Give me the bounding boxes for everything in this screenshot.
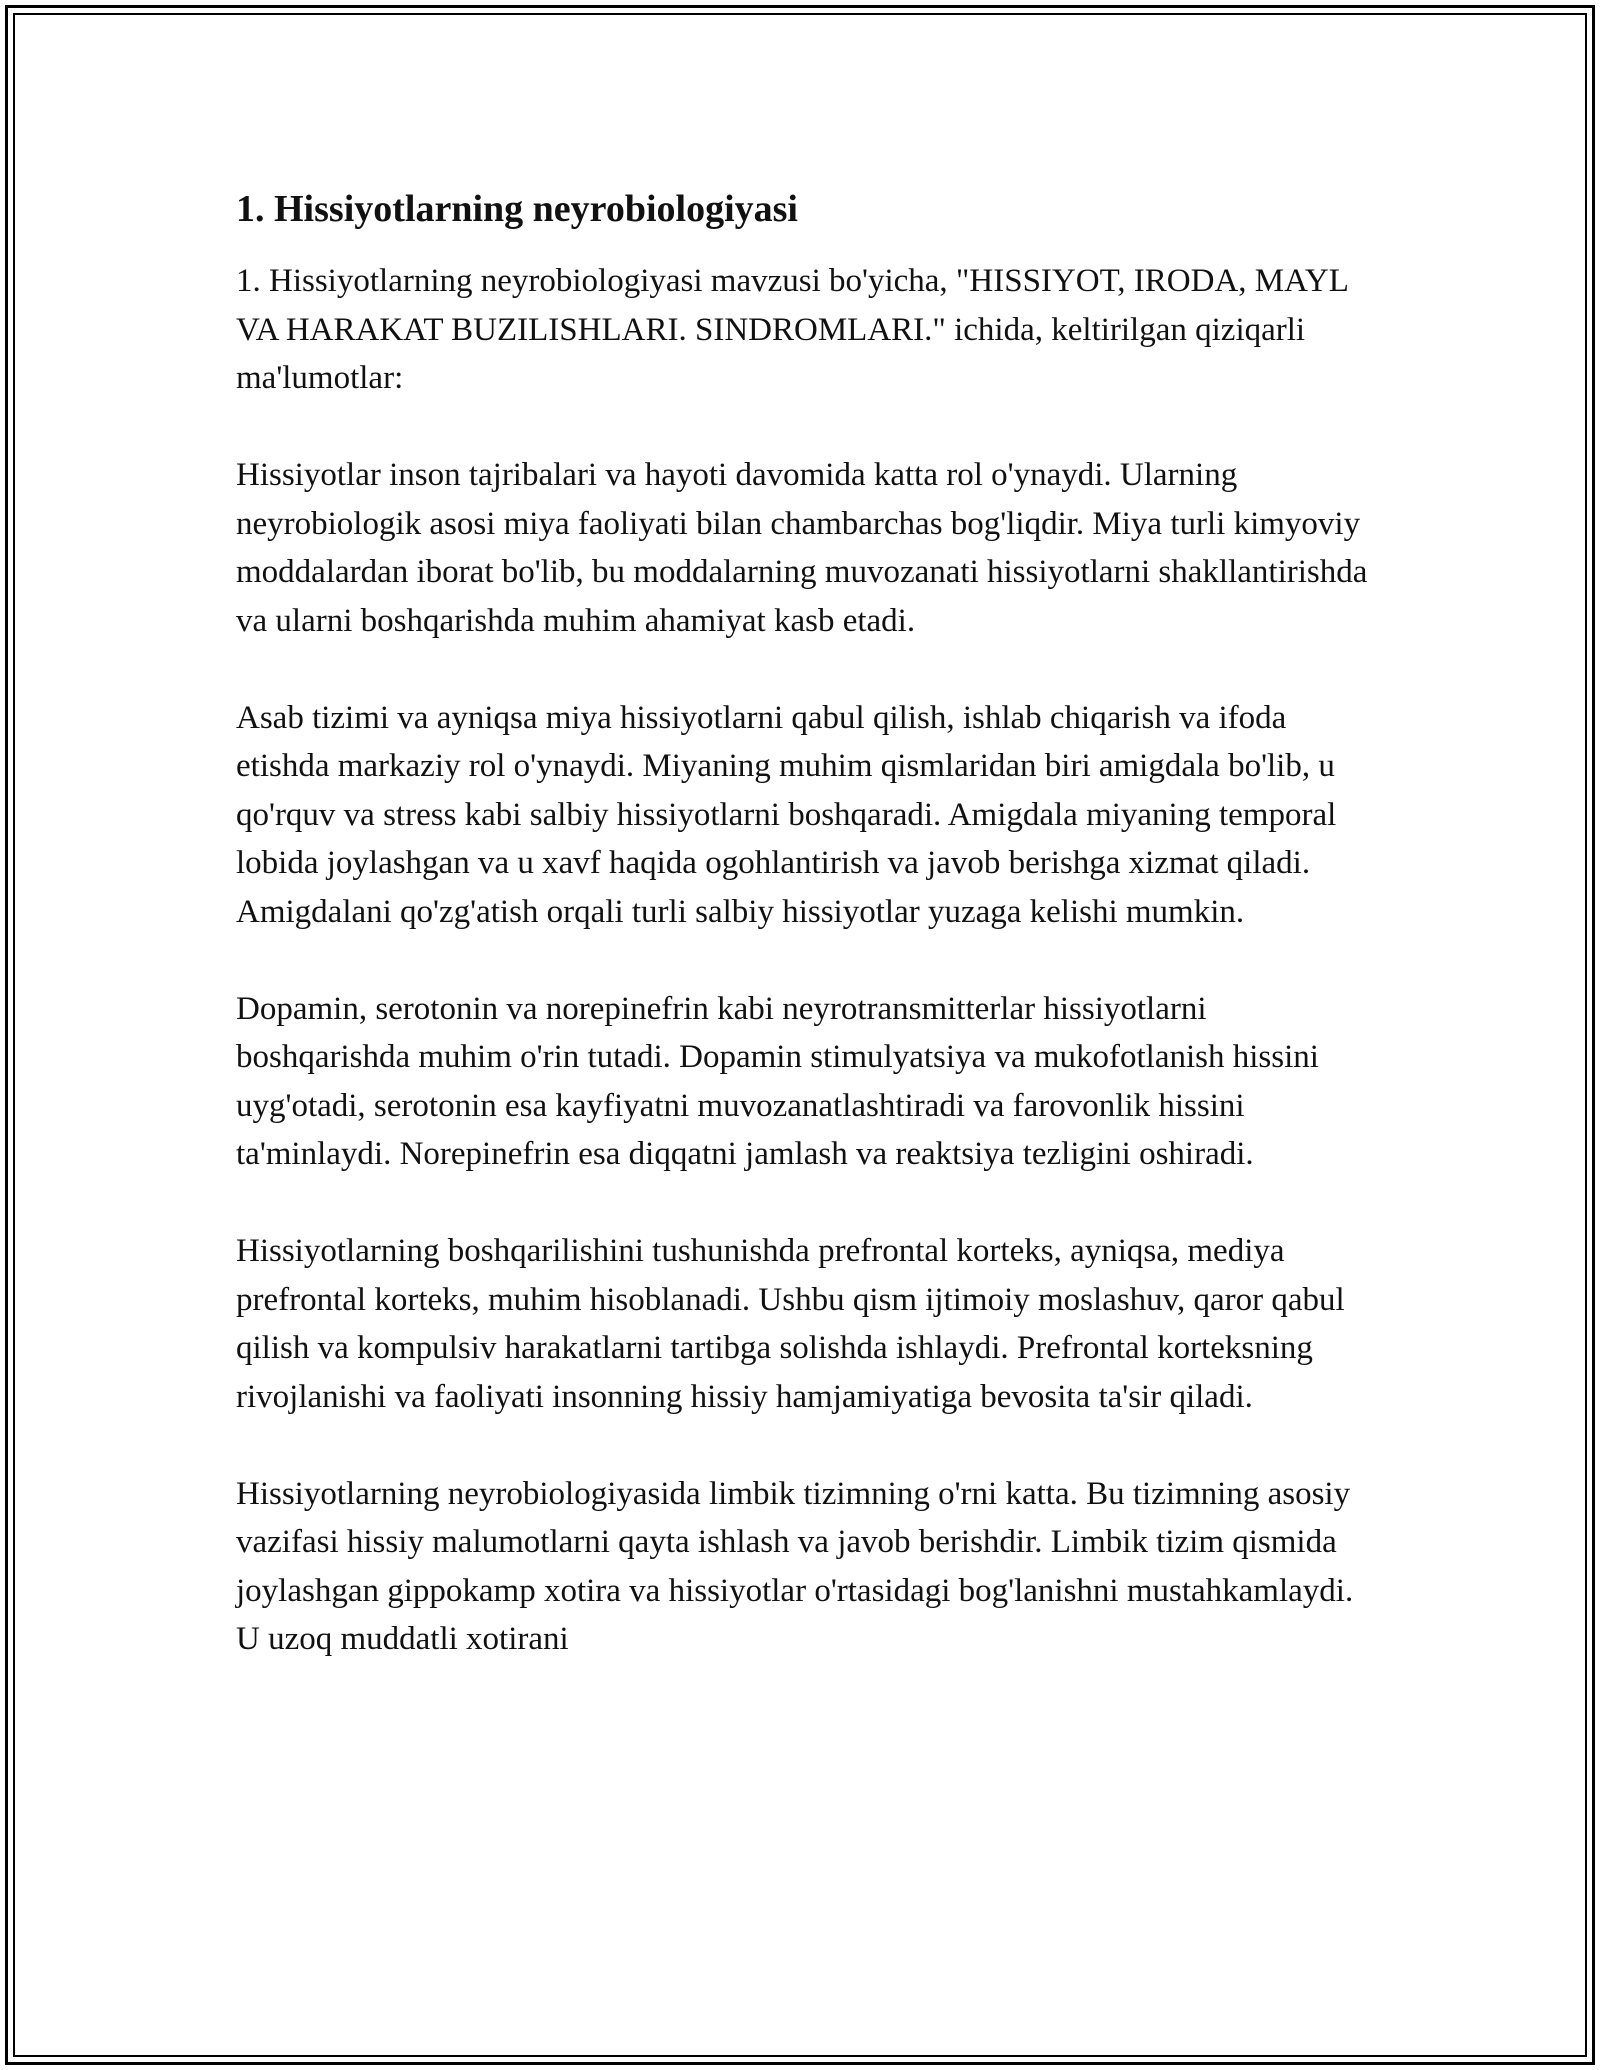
paragraph-emotions-role: Hissiyotlar inson tajribalari va hayoti davomida katta rol o'ynaydi. Ularning neyrobiologik asosi miya faoliyati bilan chambarchas bog'liqdir. Miya turli kimyoviy moddalardan iborat bo'lib, bu moddalarning muvozanati hissiyotlarni shakllantirishda va ularni boshqarishda muhim ahamiyat kasb etadi. (236, 457, 1368, 639)
paragraph-limbic-system: Hissiyotlarning neyrobiologiyasida limbik tizimning o'rni katta. Bu tizimning asosiy vazifasi hissiy malumotlarni qayta ishlash va javob berishdir. Limbik tizim qismida joylashgan gippokamp xotira va hissiyotlar o'rtasidagi bog'lanishni mustahkamlaydi. U uzoq muddatli xotirani (236, 1475, 1354, 1657)
paragraph-prefrontal-cortex: Hissiyotlarning boshqarilishini tushunishda prefrontal korteks, ayniqsa, mediya prefrontal korteks, muhim hisoblanadi. Ushbu qism ijtimoiy moslashuv, qaror qabul qilish va kompulsiv harakatlarni tartibga solishda ishlaydi. Prefrontal korteksning rivojlanishi va faoliyati insonning hissiy hamjamiyatiga bevosita ta'sir qiladi. (236, 1233, 1345, 1415)
document-title: 1. Hissiyotlarning neyrobiologiyasi (236, 188, 798, 230)
document-body (236, 185, 1376, 1712)
paragraph-neurotransmitters: Dopamin, serotonin va norepinefrin kabi neyrotransmitterlar hissiyotlarni boshqarishda muhim o'rin tutadi. Dopamin stimulyatsiya va mukofotlanish hissini uyg'otadi, serotonin esa kayfiyatni muvozanatlashtiradi va farovonlik hissini ta'minlaydi. Norepinefrin esa diqqatni jamlash va reaktsiya tezligini oshiradi. (236, 990, 1319, 1172)
paragraph-intro: 1. Hissiyotlarning neyrobiologiyasi mavzusi bo'yicha, "HISSIYOT, IRODA, MAYL VA HARAKAT BUZILISHLARI. SINDROMLARI." ichida, keltirilgan qiziqarli ma'lumotlar: (236, 263, 1348, 396)
paragraph-amygdala: Asab tizimi va ayniqsa miya hissiyotlarni qabul qilish, ishlab chiqarish va ifoda etishda markaziy rol o'ynaydi. Miyaning muhim qismlaridan biri amigdala bo'lib, u qo'rquv va stress kabi salbiy hissiyotlarni boshqaradi. Amigdala miyaning temporal lobida joylashgan va u xavf haqida ogohlantirish va javob berishga xizmat qiladi. Amigdalani qo'zg'atish orqali turli salbiy hissiyotlar yuzaga kelishi mumkin. (236, 699, 1337, 930)
